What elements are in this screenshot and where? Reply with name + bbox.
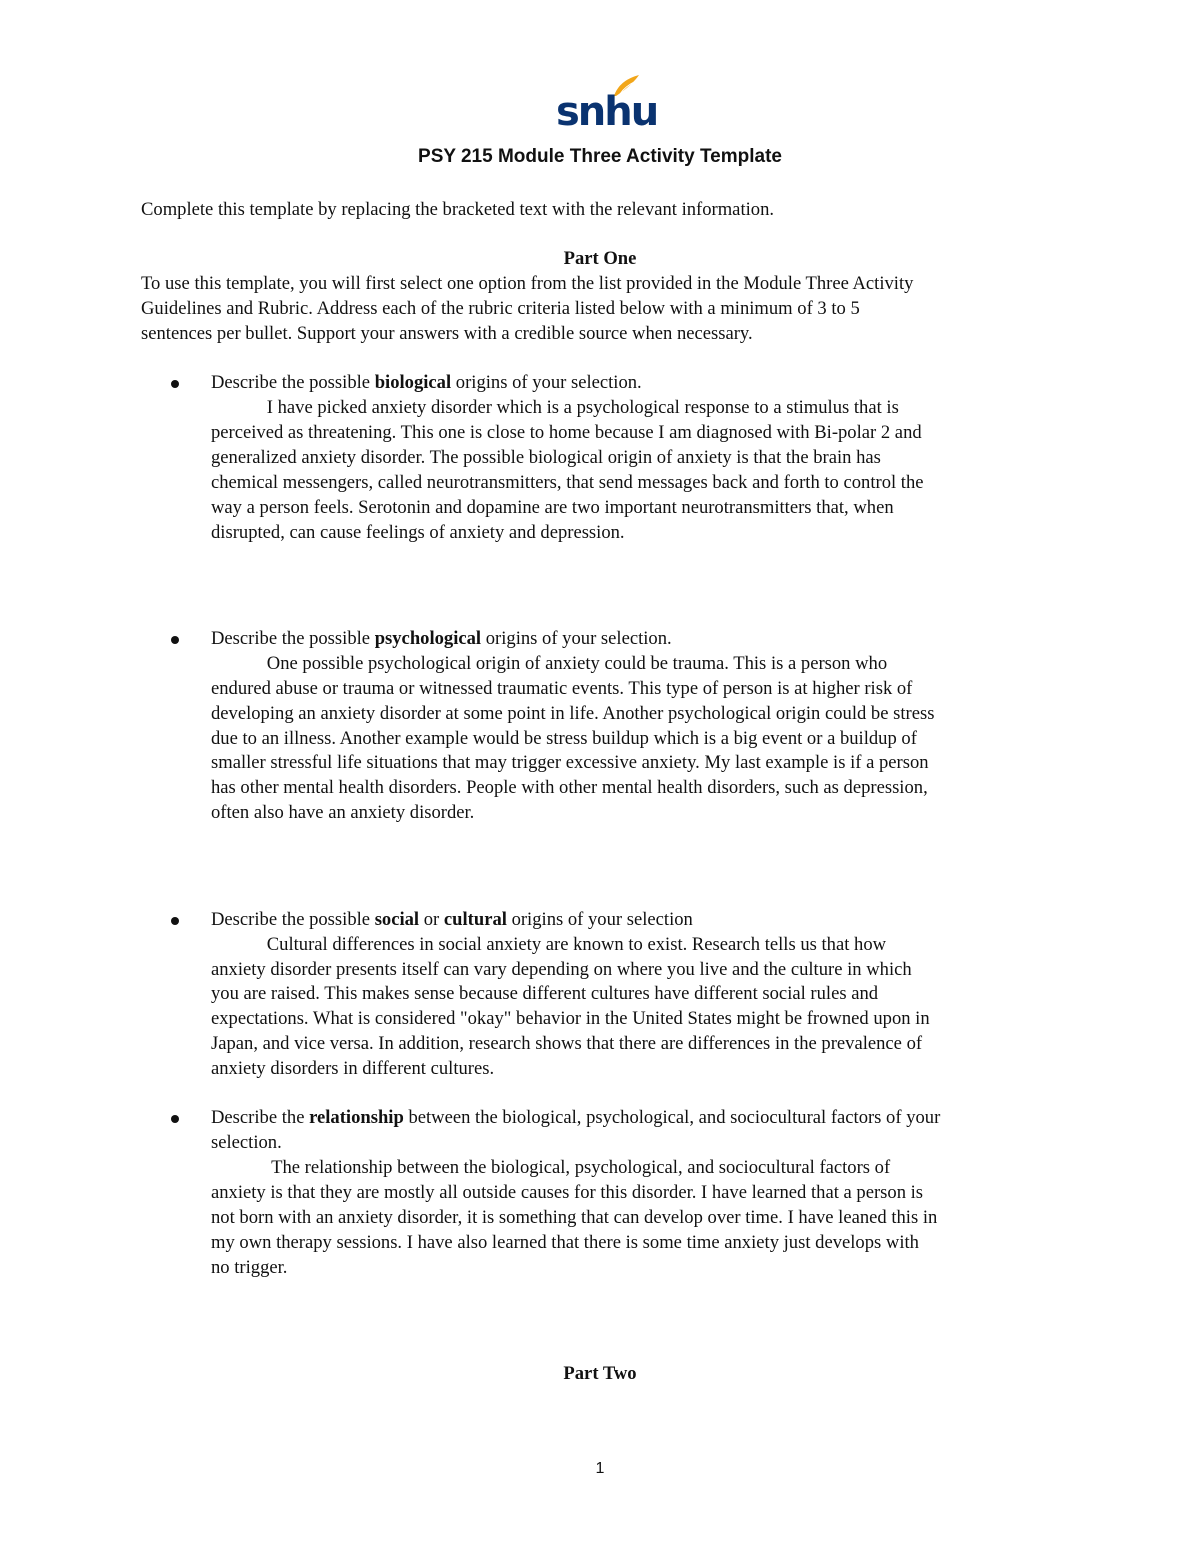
- answer-line: you are raised. This makes sense because different cultures have different social rules and: [211, 983, 879, 1004]
- answer-line: perceived as threatening. This one is close to home because I am diagnosed with Bi-polar 2 and: [211, 422, 922, 443]
- bullet-prompt-biological: Describe the possible biological origins of your selection.: [211, 372, 642, 393]
- page-title: PSY 215 Module Three Activity Template: [418, 146, 782, 167]
- part-one-heading: Part One: [563, 248, 637, 269]
- instructions-line: sentences per bullet. Support your answers with a credible source when necessary.: [141, 323, 753, 344]
- answer-line: my own therapy sessions. I have also learned that there is some time anxiety just develops with: [211, 1232, 919, 1253]
- logo-text: snhu: [556, 89, 658, 135]
- bullet-icon: [171, 380, 179, 388]
- answer-line: developing an anxiety disorder at some point in life. Another psychological origin could be stress: [211, 703, 935, 724]
- answer-line: often also have an anxiety disorder.: [211, 802, 475, 823]
- answer-line: due to an illness. Another example would be stress buildup which is a big event or a buildup of: [211, 728, 917, 749]
- bullet-icon: [171, 917, 179, 925]
- answer-line: Cultural differences in social anxiety are known to exist. Research tells us that how: [211, 934, 887, 955]
- bullet-icon: [171, 1115, 179, 1123]
- bullet-icon: [171, 636, 179, 644]
- answer-line: endured abuse or trauma or witnessed traumatic events. This type of person is at higher risk of: [211, 678, 913, 699]
- answer-line: disrupted, can cause feelings of anxiety and depression.: [211, 522, 625, 543]
- bullet-prompt-relationship: Describe the relationship between the biological, psychological, and sociocultural factors of your: [211, 1107, 941, 1128]
- bullet-prompt-social-cultural: Describe the possible social or cultural origins of your selection: [211, 909, 693, 930]
- answer-line: Japan, and vice versa. In addition, research shows that there are differences in the prevalence of: [211, 1033, 923, 1054]
- intro-text: Complete this template by replacing the bracketed text with the relevant information.: [141, 199, 775, 220]
- answer-line: anxiety disorders in different cultures.: [211, 1058, 495, 1079]
- answer-line: anxiety is that they are mostly all outside causes for this disorder. I have learned that a person is: [211, 1182, 924, 1203]
- answer-line: smaller stressful life situations that may trigger excessive anxiety. My last example is if a person: [211, 752, 929, 773]
- answer-line: expectations. What is considered "okay" behavior in the United States might be frowned upon in: [211, 1008, 930, 1029]
- answer-line: One possible psychological origin of anxiety could be trauma. This is a person who: [211, 653, 888, 674]
- answer-line: has other mental health disorders. People with other mental health disorders, such as depression,: [211, 777, 928, 798]
- answer-line: no trigger.: [211, 1257, 288, 1278]
- bullet-prompt-psychological: Describe the possible psychological origins of your selection.: [211, 628, 672, 649]
- instructions-line: Guidelines and Rubric. Address each of the rubric criteria listed below with a minimum of 3 to 5: [141, 298, 860, 319]
- instructions-line: To use this template, you will first select one option from the list provided in the Module Three Activity: [141, 273, 914, 294]
- snhu-logo: [556, 74, 658, 135]
- page-number: 1: [595, 1460, 605, 1477]
- answer-line: anxiety disorder presents itself can vary depending on where you live and the culture in which: [211, 959, 912, 980]
- answer-line: I have picked anxiety disorder which is a psychological response to a stimulus that is: [211, 397, 899, 418]
- answer-line: The relationship between the biological, psychological, and sociocultural factors of: [211, 1157, 891, 1178]
- part-two-heading: Part Two: [563, 1363, 637, 1384]
- answer-line: generalized anxiety disorder. The possible biological origin of anxiety is that the brain has: [211, 447, 881, 468]
- answer-line: way a person feels. Serotonin and dopamine are two important neurotransmitters that, when: [211, 497, 894, 518]
- answer-line: chemical messengers, called neurotransmitters, that send messages back and forth to control the: [211, 472, 924, 493]
- bullet-prompt-line2: selection.: [211, 1132, 282, 1153]
- answer-line: not born with an anxiety disorder, it is something that can develop over time. I have leaned this in: [211, 1207, 938, 1228]
